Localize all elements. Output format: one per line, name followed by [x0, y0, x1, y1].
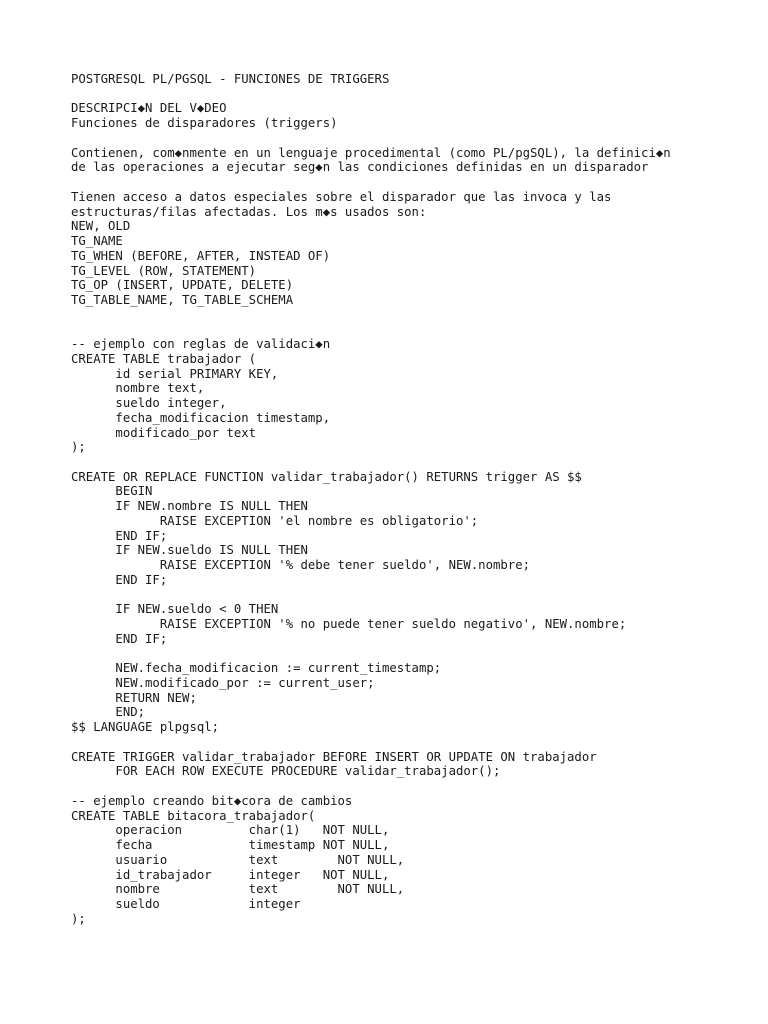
text-line: nombre text, [71, 381, 205, 396]
text-line [71, 175, 751, 190]
text-line: estructuras/filas afectadas. Los m◆s usados son: [71, 204, 427, 219]
text-line: operacion char(1) NOT NULL, [71, 823, 390, 838]
text-line [71, 647, 751, 662]
text-line: TG_NAME [71, 234, 123, 249]
text-line: fecha timestamp NOT NULL, [71, 838, 390, 853]
text-line: id serial PRIMARY KEY, [71, 366, 279, 381]
text-line [71, 322, 751, 337]
text-line [71, 131, 751, 146]
text-line: CREATE TRIGGER validar_trabajador BEFORE INSERT OR UPDATE ON trabajador [71, 749, 597, 764]
text-line [71, 455, 751, 470]
text-line: END; [71, 705, 146, 720]
text-line: END IF; [71, 631, 168, 646]
text-line: RAISE EXCEPTION 'el nombre es obligatorio'; [71, 513, 479, 528]
text-line: Funciones de disparadores (triggers) [71, 116, 338, 131]
text-line: IF NEW.sueldo IS NULL THEN [71, 543, 308, 558]
text-line: NEW.modificado_por := current_user; [71, 675, 375, 690]
text-line: id_trabajador integer NOT NULL, [71, 867, 390, 882]
text-line: ); [71, 440, 86, 455]
text-line: $$ LANGUAGE plpgsql; [71, 720, 220, 735]
text-line: -- ejemplo creando bit◆cora de cambios [71, 793, 353, 808]
text-line: FOR EACH ROW EXECUTE PROCEDURE validar_trabajador(); [71, 764, 501, 779]
text-line [71, 779, 751, 794]
text-line [71, 588, 751, 603]
text-line: TG_LEVEL (ROW, STATEMENT) [71, 263, 257, 278]
text-line: RETURN NEW; [71, 690, 197, 705]
text-line: BEGIN [71, 484, 153, 499]
text-line: RAISE EXCEPTION '% no puede tener sueldo negativo', NEW.nombre; [71, 617, 627, 632]
text-line: fecha_modificacion timestamp, [71, 410, 331, 425]
text-line: sueldo integer, [71, 396, 227, 411]
text-line: nombre text NOT NULL, [71, 882, 405, 897]
text-line: TG_WHEN (BEFORE, AFTER, INSTEAD OF) [71, 248, 331, 263]
text-line: CREATE OR REPLACE FUNCTION validar_trabajador() RETURNS trigger AS $$ [71, 469, 582, 484]
text-line [71, 308, 751, 323]
text-line: sueldo integer [71, 896, 301, 911]
text-line: modificado_por text [71, 425, 257, 440]
text-line: RAISE EXCEPTION '% debe tener sueldo', NEW.nombre; [71, 558, 531, 573]
text-line: usuario text NOT NULL, [71, 852, 405, 867]
text-line: END IF; [71, 572, 168, 587]
text-line: NEW.fecha_modificacion := current_timestamp; [71, 661, 442, 676]
text-line: TG_TABLE_NAME, TG_TABLE_SCHEMA [71, 292, 294, 307]
text-line: ); [71, 911, 86, 926]
text-line: TG_OP (INSERT, UPDATE, DELETE) [71, 278, 294, 293]
text-line [71, 87, 751, 102]
text-line: CREATE TABLE trabajador ( [71, 351, 257, 366]
text-line: de las operaciones a ejecutar seg◆n las condiciones definidas en un disparador [71, 160, 649, 175]
text-line: END IF; [71, 528, 168, 543]
text-line: NEW, OLD [71, 219, 131, 234]
text-line: DESCRIPCI◆N DEL V◆DEO [71, 101, 227, 116]
text-line: POSTGRESQL PL/PGSQL - FUNCIONES DE TRIGGERS [71, 72, 390, 86]
text-line: Tienen acceso a datos especiales sobre el disparador que las invoca y las [71, 189, 612, 204]
text-line: CREATE TABLE bitacora_trabajador( [71, 808, 316, 823]
text-line: Contienen, com◆nmente en un lenguaje procedimental (como PL/pgSQL), la definici◆n [71, 145, 671, 160]
text-line: IF NEW.sueldo < 0 THEN [71, 602, 279, 617]
text-line: -- ejemplo con reglas de validaci◆n [71, 337, 331, 352]
text-line [71, 735, 751, 750]
text-line: IF NEW.nombre IS NULL THEN [71, 499, 308, 514]
document-text [71, 72, 751, 926]
